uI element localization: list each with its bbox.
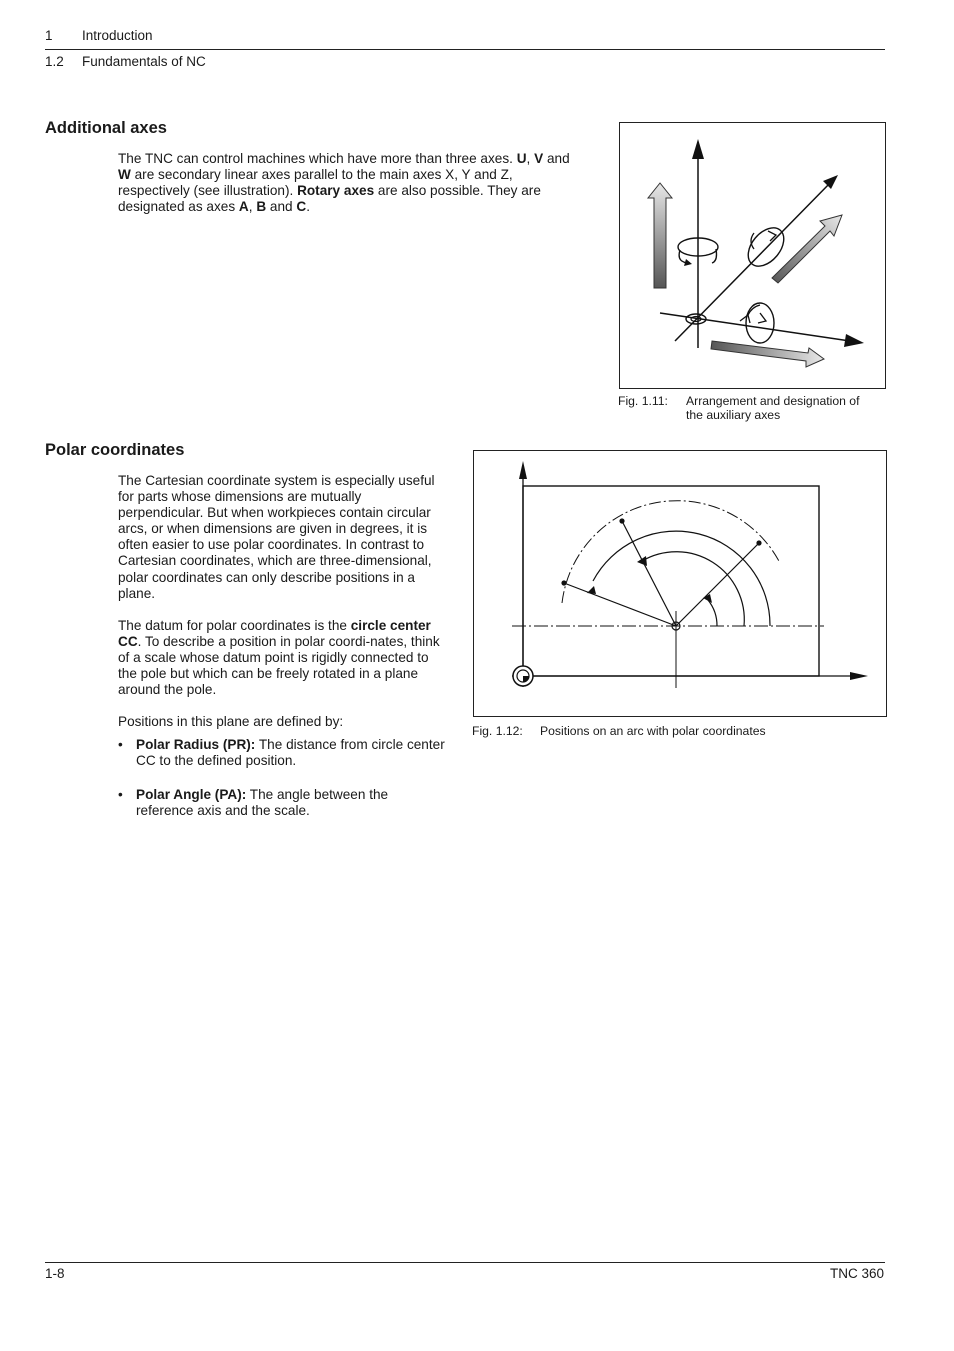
- list-item-polar-radius: • Polar Radius (PR): The distance from circle center CC to the defined position.: [118, 737, 445, 769]
- polar-definition-list: [118, 737, 448, 818]
- fig11-caption-line2: the auxiliary axes: [686, 408, 781, 422]
- chapter-number: 1: [45, 28, 53, 43]
- section-title: Fundamentals of NC: [82, 54, 206, 69]
- heading-additional-axes: Additional axes: [45, 119, 167, 137]
- header-section: [45, 54, 905, 72]
- header-chapter: [45, 28, 905, 46]
- chapter-title: Introduction: [82, 28, 153, 43]
- fig11-caption: [618, 394, 898, 424]
- position-point-1: [561, 580, 566, 585]
- polar-paragraph-3: Positions in this plane are defined by:: [118, 714, 344, 730]
- figure-polar-coordinates: [473, 450, 887, 717]
- heading-polar-coordinates: Polar coordinates: [45, 441, 185, 459]
- workpiece-outline: [523, 486, 819, 676]
- position-point-2: [619, 518, 624, 523]
- auxiliary-axes-illustration: [620, 123, 885, 388]
- additional-axes-paragraph: The TNC can control machines which have more than three axes. U, V and W are secondary linear axes parallel to the main axes X, Y and Z, respectively (see illustration). Rotary axes are also possible. They are designated as axes A, B and C.: [118, 151, 570, 215]
- fig11-caption-line1: Arrangement and designation of: [686, 394, 860, 408]
- polar-paragraph-2: The datum for polar coordinates is the circle center CC. To describe a position in polar coordi-nates, think of a scale whose datum point is rigidly connected to the pole but which can be freely rotated in a plane around the pole.: [118, 617, 440, 698]
- polar-text-block: [118, 473, 448, 819]
- angle-arc-small: [708, 600, 717, 626]
- fig12-caption-text: Positions on an arc with polar coordinates: [540, 724, 766, 738]
- header-rule: [45, 49, 885, 50]
- polar-paragraph-1: The Cartesian coordinate system is especially useful for parts whose dimensions are mutually perpendicular. But when workpieces contain circular arcs, or when dimensions are given in degrees, it is often easier to use polar coordinates. In contrast to Cartesian coordinates, which are three-dimensional, polar coordinates can only describe positions in a plane.: [118, 473, 435, 601]
- section-number: 1.2: [45, 54, 64, 69]
- figure-auxiliary-axes: [619, 122, 886, 389]
- u-axis-arrow: [648, 183, 672, 288]
- position-point-3: [756, 540, 761, 545]
- footer-rule: [45, 1262, 885, 1263]
- v-axis-arrow: [772, 215, 842, 283]
- fig11-number: Fig. 1.11:: [618, 394, 668, 408]
- x-axis-arrowhead: [844, 334, 864, 347]
- polar-coordinates-illustration: [474, 451, 886, 716]
- w-axis-arrow: [711, 341, 824, 367]
- footer-product-name: TNC 360: [829, 1266, 884, 1281]
- footer-page-number: 1-8: [45, 1266, 65, 1281]
- fig12-caption: [472, 724, 892, 740]
- z-axis-arrowhead: [692, 139, 704, 159]
- list-item-polar-angle: • Polar Angle (PA): The angle between the reference axis and the scale.: [118, 786, 389, 818]
- fig12-number: Fig. 1.12:: [472, 724, 523, 738]
